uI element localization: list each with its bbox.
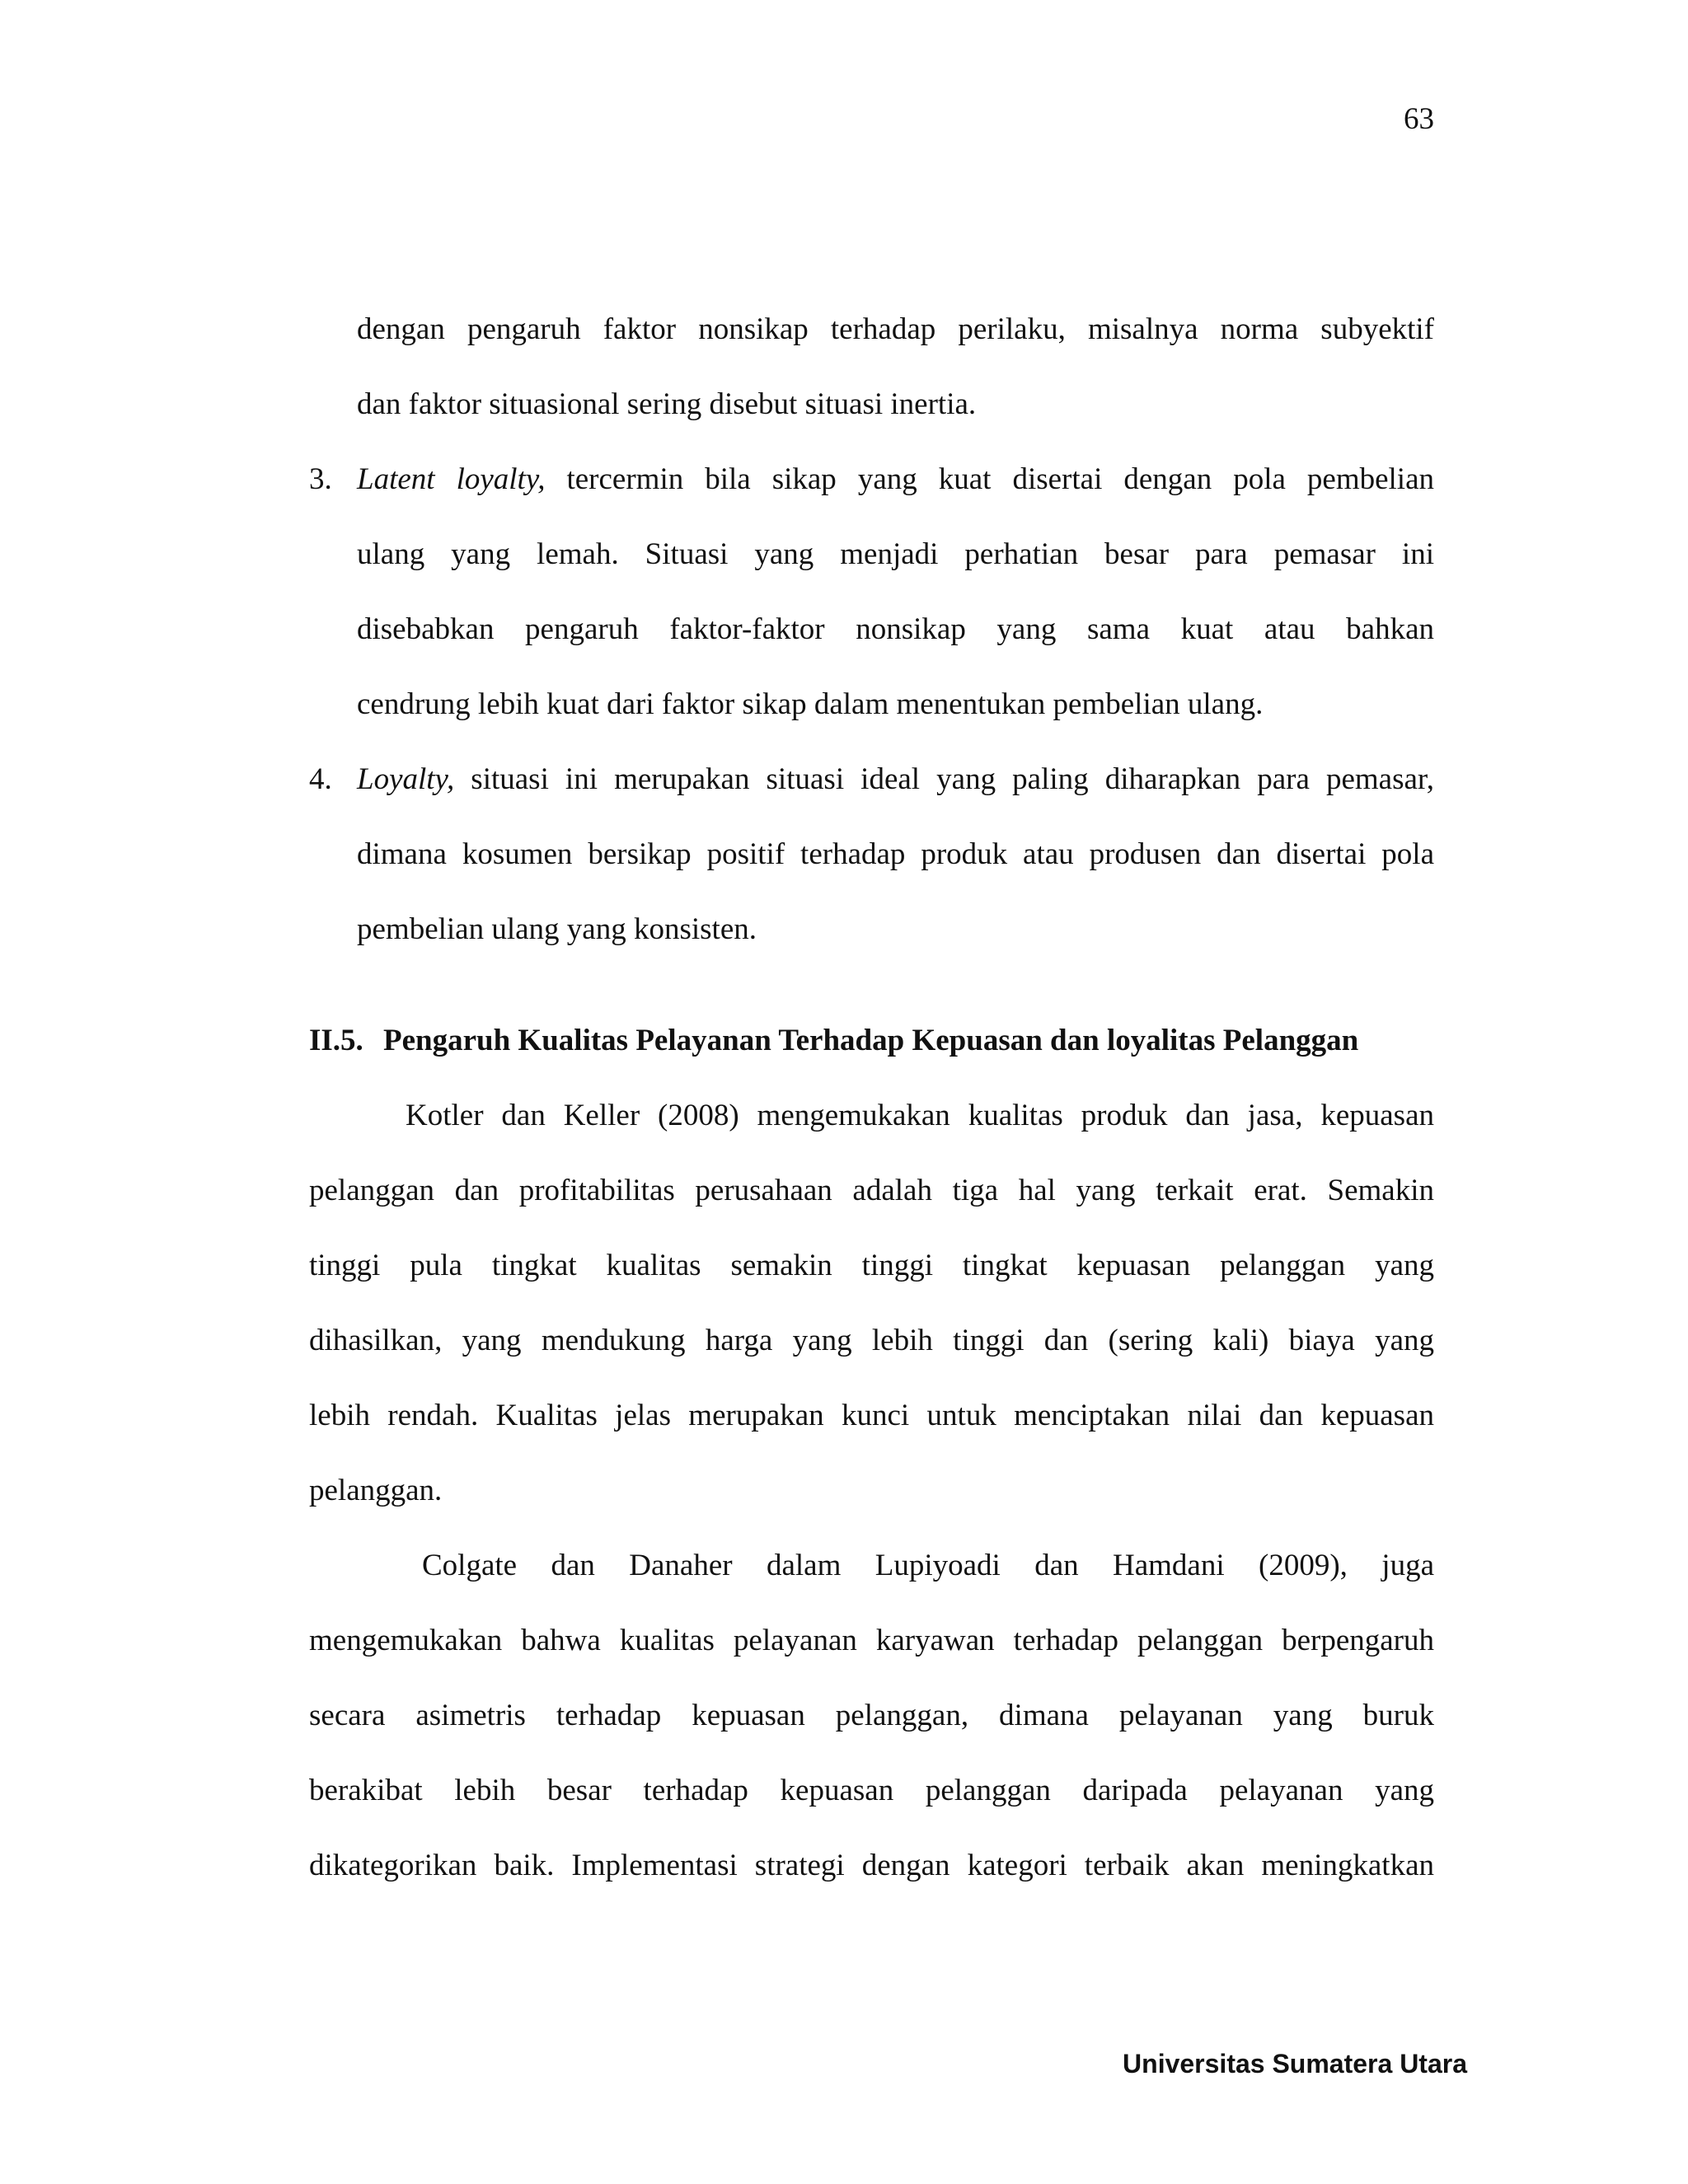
list-text: situasi ini merupakan situasi ideal yang paling diharapkan para pemasar,	[454, 762, 1434, 796]
list-number: 3.	[309, 462, 332, 496]
paragraph-line: berakibat lebih besar terhadap kepuasan pelanggan daripada pelayanan yang	[309, 1774, 1434, 1807]
continuation-line: dengan pengaruh faktor nonsikap terhadap perilaku, misalnya norma subyektif	[357, 312, 1434, 346]
paragraph-line: pelanggan.	[309, 1474, 443, 1507]
list-text: tercermin bila sikap yang kuat disertai dengan pola pembelian	[545, 462, 1435, 496]
list-item-line: cendrung lebih kuat dari faktor sikap dalam menentukan pembelian ulang.	[357, 687, 1264, 721]
paragraph-line: dikategorikan baik. Implementasi strategi dengan kategori terbaik akan meningkatkan	[309, 1849, 1434, 1882]
paragraph-line: pelanggan dan profitabilitas perusahaan adalah tiga hal yang terkait erat. Semakin	[309, 1174, 1434, 1207]
section-title: Pengaruh Kualitas Pelayanan Terhadap Kepuasan dan loyalitas Pelanggan	[383, 1024, 1359, 1057]
list-item-line: pembelian ulang yang konsisten.	[357, 912, 757, 946]
section-heading	[309, 1019, 1434, 1063]
paragraph-line: mengemukakan bahwa kualitas pelayanan karyawan terhadap pelanggan berpengaruh	[309, 1624, 1434, 1657]
paragraph-line: secara asimetris terhadap kepuasan pelanggan, dimana pelayanan yang buruk	[309, 1699, 1434, 1732]
list-number: 4.	[309, 762, 332, 796]
paragraph-line: Kotler dan Keller (2008) mengemukakan kualitas produk dan jasa, kepuasan	[406, 1099, 1434, 1132]
page-number: 63	[1404, 102, 1434, 136]
paragraph-line: lebih rendah. Kualitas jelas merupakan kunci untuk menciptakan nilai dan kepuasan	[309, 1399, 1434, 1432]
paragraph-line: dihasilkan, yang mendukung harga yang lebih tinggi dan (sering kali) biaya yang	[309, 1324, 1434, 1357]
list-item-line: dimana kosumen bersikap positif terhadap produk atau produsen dan disertai pola	[357, 837, 1434, 871]
list-item-first-line	[357, 757, 1434, 802]
list-term: Loyalty,	[357, 762, 455, 796]
footer-university: Universitas Sumatera Utara	[1123, 2049, 1467, 2079]
continuation-line: dan faktor situasional sering disebut situasi inertia.	[357, 387, 977, 421]
paragraph-line: Colgate dan Danaher dalam Lupiyoadi dan Hamdani (2009), juga	[422, 1549, 1434, 1582]
list-term: Latent loyalty,	[357, 462, 546, 496]
list-item-line: disebabkan pengaruh faktor-faktor nonsikap yang sama kuat atau bahkan	[357, 612, 1434, 646]
list-item-line: ulang yang lemah. Situasi yang menjadi perhatian besar para pemasar ini	[357, 537, 1434, 571]
section-number: II.5.	[309, 1024, 363, 1057]
paragraph-line: tinggi pula tingkat kualitas semakin tinggi tingkat kepuasan pelanggan yang	[309, 1249, 1434, 1282]
list-item-first-line	[357, 457, 1434, 502]
